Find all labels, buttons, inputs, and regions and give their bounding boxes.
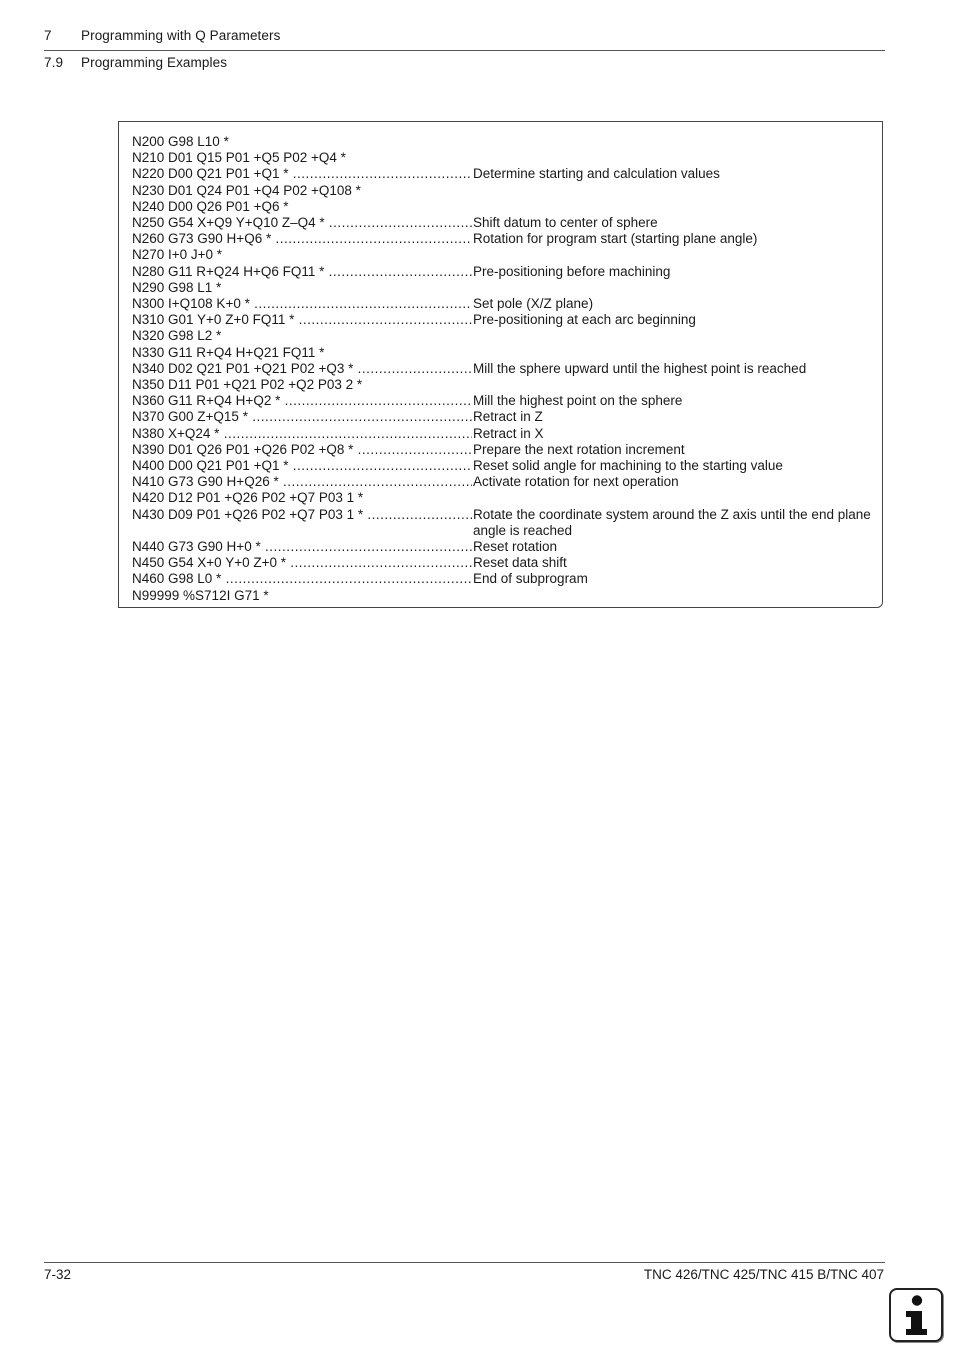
nc-comment: Determine starting and calculation values <box>473 166 720 182</box>
nc-block <box>132 312 472 328</box>
nc-block <box>132 426 472 442</box>
nc-block <box>132 409 472 425</box>
nc-block <box>132 345 472 361</box>
nc-block <box>132 555 472 571</box>
nc-block-text: N330 G11 R+Q4 H+Q21 FQ11 * <box>132 344 325 360</box>
program-listing <box>118 121 883 608</box>
nc-block <box>132 183 472 199</box>
nc-block <box>132 474 472 490</box>
dot-leader <box>248 409 472 424</box>
nc-comment: Retract in Z <box>473 409 543 425</box>
nc-block-text: N310 G01 Y+0 Z+0 FQ11 * <box>132 312 295 328</box>
header-divider <box>44 50 885 51</box>
nc-comment: Set pole (X/Z plane) <box>473 296 594 311</box>
product-name: TNC 426/TNC 425/TNC 415 B/TNC 407 <box>643 1267 884 1282</box>
nc-block <box>132 166 472 182</box>
nc-block <box>132 215 472 231</box>
dot-leader <box>363 507 472 522</box>
nc-comment: Reset data shift <box>473 555 567 571</box>
nc-block <box>132 199 472 215</box>
nc-block <box>132 361 472 377</box>
nc-block-text: N370 G00 Z+Q15 * <box>132 409 248 425</box>
nc-comment: Mill the highest point on the sphere <box>473 393 683 409</box>
nc-comment: End of subprogram <box>473 571 588 587</box>
dot-leader <box>286 555 472 570</box>
nc-block <box>132 134 472 150</box>
nc-block-text: N280 G11 R+Q24 H+Q6 FQ11 * <box>132 263 325 279</box>
nc-block-text: N430 D09 P01 +Q26 P02 +Q7 P03 1 * <box>132 506 364 522</box>
nc-block-text: N390 D01 Q26 P01 +Q26 P02 +Q8 * <box>132 441 354 457</box>
nc-comment: Reset solid angle for machining to the starting value <box>473 458 783 473</box>
nc-block <box>132 280 472 296</box>
nc-block <box>132 393 472 409</box>
nc-block-text: N230 D01 Q24 P01 +Q4 P02 +Q108 * <box>132 182 361 198</box>
dot-leader <box>353 442 472 457</box>
nc-block <box>132 507 472 523</box>
nc-block-text: N99999 %S712I G71 * <box>132 587 269 603</box>
nc-comment: Reset rotation <box>473 539 558 554</box>
dot-leader <box>324 264 472 279</box>
nc-block-text: N240 D00 Q26 P01 +Q6 * <box>132 198 289 214</box>
dot-leader <box>261 539 472 554</box>
nc-comment: Pre-positioning at each arc beginning <box>473 312 696 328</box>
nc-block-text: N320 G98 L2 * <box>132 328 222 344</box>
section-number: 7.9 <box>44 55 64 70</box>
page-number: 7-32 <box>44 1267 72 1282</box>
nc-comment: Shift datum to center of sphere <box>473 215 658 230</box>
dot-leader <box>271 231 472 246</box>
chapter-number: 7 <box>44 28 52 43</box>
dot-leader <box>325 215 472 230</box>
nc-block <box>132 539 472 555</box>
nc-comment: Activate rotation for next operation <box>473 474 679 490</box>
nc-block-text: N200 G98 L10 * <box>132 134 229 149</box>
dot-leader <box>294 312 472 327</box>
chapter-title: Programming with Q Parameters <box>81 28 281 43</box>
nc-block <box>132 458 472 474</box>
nc-block-text: N340 D02 Q21 P01 +Q21 P02 +Q3 * <box>132 360 354 376</box>
nc-block-text: N250 G54 X+Q9 Y+Q10 Z–Q4 * <box>132 215 325 230</box>
nc-comment: Retract in X <box>473 425 544 441</box>
dot-leader <box>353 361 472 376</box>
nc-block-text: N440 G73 G90 H+0 * <box>132 539 261 554</box>
nc-block-text: N350 D11 P01 +Q21 P02 +Q2 P03 2 * <box>132 377 363 392</box>
nc-comment: Prepare the next rotation increment <box>473 441 685 457</box>
nc-block-text: N220 D00 Q21 P01 +Q1 * <box>132 166 289 182</box>
chapter-heading <box>44 28 280 43</box>
nc-comment: Mill the sphere upward until the highest point is reached <box>473 360 807 376</box>
dot-leader <box>288 166 472 181</box>
nc-block-text: N450 G54 X+0 Y+0 Z+0 * <box>132 555 286 571</box>
nc-block-text: N410 G73 G90 H+Q26 * <box>132 474 279 490</box>
nc-block-text: N270 I+0 J+0 * <box>132 247 223 263</box>
dot-leader <box>279 474 472 489</box>
footer-divider <box>44 1262 885 1263</box>
dot-leader <box>280 393 472 408</box>
dot-leader <box>221 571 472 586</box>
nc-block-text: N260 G73 G90 H+Q6 * <box>132 231 272 247</box>
nc-block <box>132 442 472 458</box>
nc-block <box>132 247 472 263</box>
nc-block <box>132 588 472 604</box>
nc-block <box>132 264 472 280</box>
nc-block <box>132 571 472 587</box>
section-title: Programming Examples <box>81 55 228 70</box>
dot-leader <box>250 296 472 311</box>
nc-block <box>132 490 472 506</box>
nc-block-text: N400 D00 Q21 P01 +Q1 * <box>132 458 289 473</box>
nc-block <box>132 296 472 312</box>
nc-block <box>132 377 472 393</box>
nc-block <box>132 231 472 247</box>
nc-comment: Rotation for program start (starting plane angle) <box>473 231 758 247</box>
nc-comment: Rotate the coordinate system around the Z axis until the end plane angle is reached <box>473 506 871 539</box>
nc-block-text: N290 G98 L1 * <box>132 279 222 295</box>
nc-block <box>132 150 472 166</box>
info-icon <box>889 1288 943 1342</box>
dot-leader <box>288 458 472 473</box>
section-heading <box>44 55 227 70</box>
dot-leader <box>219 426 472 441</box>
nc-block-text: N300 I+Q108 K+0 * <box>132 296 250 311</box>
nc-block-text: N210 D01 Q15 P01 +Q5 P02 +Q4 * <box>132 150 346 166</box>
nc-block-text: N460 G98 L0 * <box>132 571 222 587</box>
nc-comment: Pre-positioning before machining <box>473 263 671 279</box>
nc-block-text: N420 D12 P01 +Q26 P02 +Q7 P03 1 * <box>132 490 364 506</box>
nc-block-text: N380 X+Q24 * <box>132 425 220 441</box>
nc-block <box>132 328 472 344</box>
nc-block-text: N360 G11 R+Q4 H+Q2 * <box>132 393 281 409</box>
